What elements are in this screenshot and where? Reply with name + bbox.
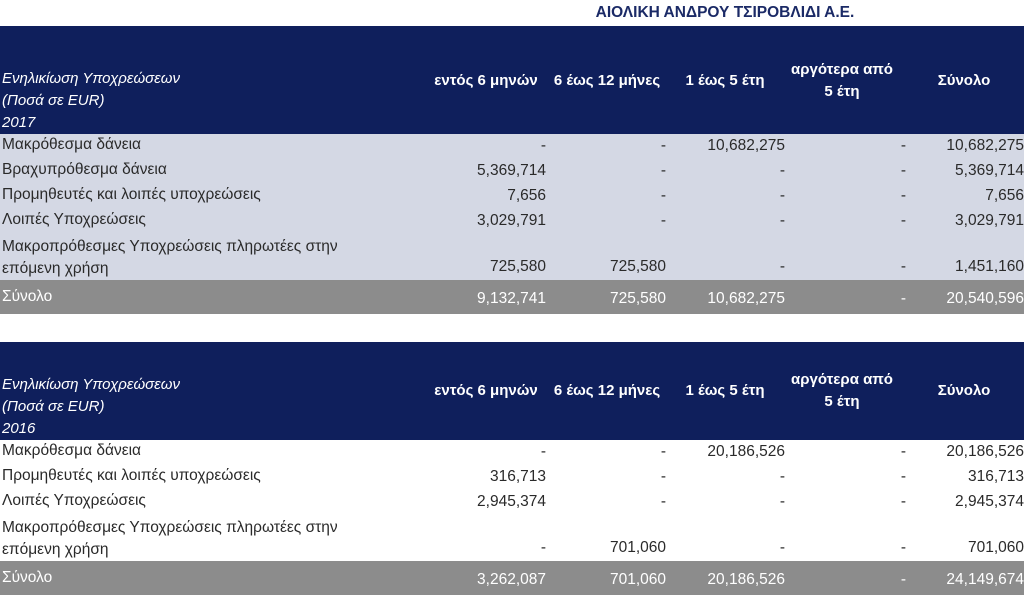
row-label-line: επόμενη χρήση — [2, 541, 109, 558]
row-label — [2, 236, 338, 280]
maturity-table-2017 — [0, 26, 1024, 314]
cell-6-to-12-months: - — [660, 443, 666, 460]
cell-1-to-5-years: 20,186,526 — [707, 443, 785, 460]
cell-1-to-5-years: 10,682,275 — [707, 137, 785, 154]
col-header-over-5-years — [782, 59, 902, 103]
currency-note: (Ποσά σε EUR) — [2, 398, 105, 415]
total-6-to-12-months: 725,580 — [609, 290, 666, 307]
total-within-6-months: 9,132,741 — [477, 290, 546, 307]
cell-within-6-months: 316,713 — [489, 468, 546, 485]
table-title — [2, 68, 180, 134]
table-row — [0, 159, 1024, 184]
cell-total: 316,713 — [967, 468, 1024, 485]
currency-note: (Ποσά σε EUR) — [2, 92, 105, 109]
col-header-over-5-years — [782, 369, 902, 413]
row-label-line: επόμενη χρήση — [2, 260, 109, 277]
col-header-within-6-months: εντός 6 μηνών — [434, 72, 538, 89]
total-within-6-months: 3,262,087 — [477, 571, 546, 588]
cell-total: 7,656 — [985, 187, 1024, 204]
row-label: Μακρόθεσμα δάνεια — [2, 442, 142, 459]
cell-within-6-months: - — [540, 137, 546, 154]
title-line: Ενηλικίωση Υποχρεώσεων — [2, 376, 180, 393]
table-year: 2017 — [2, 114, 36, 131]
cell-6-to-12-months: 725,580 — [609, 258, 666, 275]
cell-1-to-5-years: - — [779, 468, 785, 485]
table-row — [0, 184, 1024, 209]
row-label: Λοιπές Υποχρεώσεις — [2, 211, 146, 228]
row-label: Βραχυπρόθεσμα δάνεια — [2, 161, 167, 178]
col-header-line: 5 έτη — [824, 83, 860, 100]
cell-over-5-years: - — [900, 258, 906, 275]
total-6-to-12-months: 701,060 — [609, 571, 666, 588]
table-title — [2, 374, 180, 440]
table-header — [0, 342, 1024, 440]
col-header-6-to-12-months: 6 έως 12 μήνες — [553, 72, 661, 89]
cell-total: 701,060 — [967, 539, 1024, 556]
cell-6-to-12-months: - — [660, 162, 666, 179]
table-row — [0, 515, 1024, 561]
cell-6-to-12-months: 701,060 — [609, 539, 666, 556]
table-row — [0, 209, 1024, 234]
table-row — [0, 134, 1024, 159]
total-row — [0, 280, 1024, 314]
col-header-1-to-5-years: 1 έως 5 έτη — [685, 382, 765, 399]
cell-over-5-years: - — [900, 212, 906, 229]
cell-over-5-years: - — [900, 162, 906, 179]
row-label — [2, 517, 338, 561]
row-label: Λοιπές Υποχρεώσεις — [2, 492, 146, 509]
cell-1-to-5-years: - — [779, 258, 785, 275]
row-label: Προμηθευτές και λοιπές υποχρεώσεις — [2, 186, 261, 203]
cell-6-to-12-months: - — [660, 212, 666, 229]
cell-total: 10,682,275 — [946, 137, 1024, 154]
title-line: Ενηλικίωση Υποχρεώσεων — [2, 70, 180, 87]
row-label: Μακρόθεσμα δάνεια — [2, 136, 142, 153]
cell-within-6-months: 5,369,714 — [477, 162, 546, 179]
total-row — [0, 561, 1024, 595]
cell-total: 5,369,714 — [955, 162, 1024, 179]
cell-within-6-months: 2,945,374 — [477, 493, 546, 510]
col-header-line: αργότερα από — [791, 371, 893, 388]
table-row — [0, 440, 1024, 465]
cell-within-6-months: - — [540, 539, 546, 556]
cell-over-5-years: - — [900, 137, 906, 154]
cell-6-to-12-months: - — [660, 137, 666, 154]
table-body — [0, 134, 1024, 280]
row-label-line: Μακροπρόθεσμες Υποχρεώσεις πληρωτέες στην — [2, 519, 338, 536]
cell-1-to-5-years: - — [779, 212, 785, 229]
company-title: ΑΙΟΛΙΚΗ ΑΝΔΡΟΥ ΤΣΙΡΟΒΛΙΔΙ Α.Ε. — [595, 4, 855, 21]
table-year: 2016 — [2, 420, 36, 437]
cell-1-to-5-years: - — [779, 493, 785, 510]
cell-total: 2,945,374 — [955, 493, 1024, 510]
col-header-within-6-months: εντός 6 μηνών — [434, 382, 538, 399]
col-header-line: αργότερα από — [791, 61, 893, 78]
cell-over-5-years: - — [900, 493, 906, 510]
col-header-total: Σύνολο — [937, 382, 991, 399]
total-over-5-years: - — [900, 571, 906, 588]
cell-1-to-5-years: - — [779, 162, 785, 179]
col-header-6-to-12-months: 6 έως 12 μήνες — [553, 382, 661, 399]
total-label: Σύνολο — [2, 288, 53, 305]
cell-within-6-months: 725,580 — [489, 258, 546, 275]
cell-over-5-years: - — [900, 468, 906, 485]
table-row — [0, 465, 1024, 490]
cell-over-5-years: - — [900, 539, 906, 556]
cell-6-to-12-months: - — [660, 187, 666, 204]
total-1-to-5-years: 20,186,526 — [707, 571, 785, 588]
cell-1-to-5-years: - — [779, 539, 785, 556]
col-header-line: 5 έτη — [824, 393, 860, 410]
row-label-line: Μακροπρόθεσμες Υποχρεώσεις πληρωτέες στην — [2, 238, 338, 255]
maturity-table-2016 — [0, 342, 1024, 595]
cell-within-6-months: 7,656 — [507, 187, 546, 204]
cell-6-to-12-months: - — [660, 493, 666, 510]
cell-total: 3,029,791 — [955, 212, 1024, 229]
cell-within-6-months: 3,029,791 — [477, 212, 546, 229]
table-body — [0, 440, 1024, 561]
total-label: Σύνολο — [2, 569, 53, 586]
table-row — [0, 234, 1024, 280]
col-header-1-to-5-years: 1 έως 5 έτη — [685, 72, 765, 89]
total-1-to-5-years: 10,682,275 — [707, 290, 785, 307]
total-over-5-years: - — [900, 290, 906, 307]
cell-6-to-12-months: - — [660, 468, 666, 485]
cell-over-5-years: - — [900, 187, 906, 204]
total-grand: 24,149,674 — [946, 571, 1024, 588]
col-header-total: Σύνολο — [937, 72, 991, 89]
cell-1-to-5-years: - — [779, 187, 785, 204]
table-header — [0, 26, 1024, 134]
cell-total: 20,186,526 — [946, 443, 1024, 460]
total-grand: 20,540,596 — [946, 290, 1024, 307]
table-row — [0, 490, 1024, 515]
cell-within-6-months: - — [540, 443, 546, 460]
cell-total: 1,451,160 — [955, 258, 1024, 275]
cell-over-5-years: - — [900, 443, 906, 460]
row-label: Προμηθευτές και λοιπές υποχρεώσεις — [2, 467, 261, 484]
